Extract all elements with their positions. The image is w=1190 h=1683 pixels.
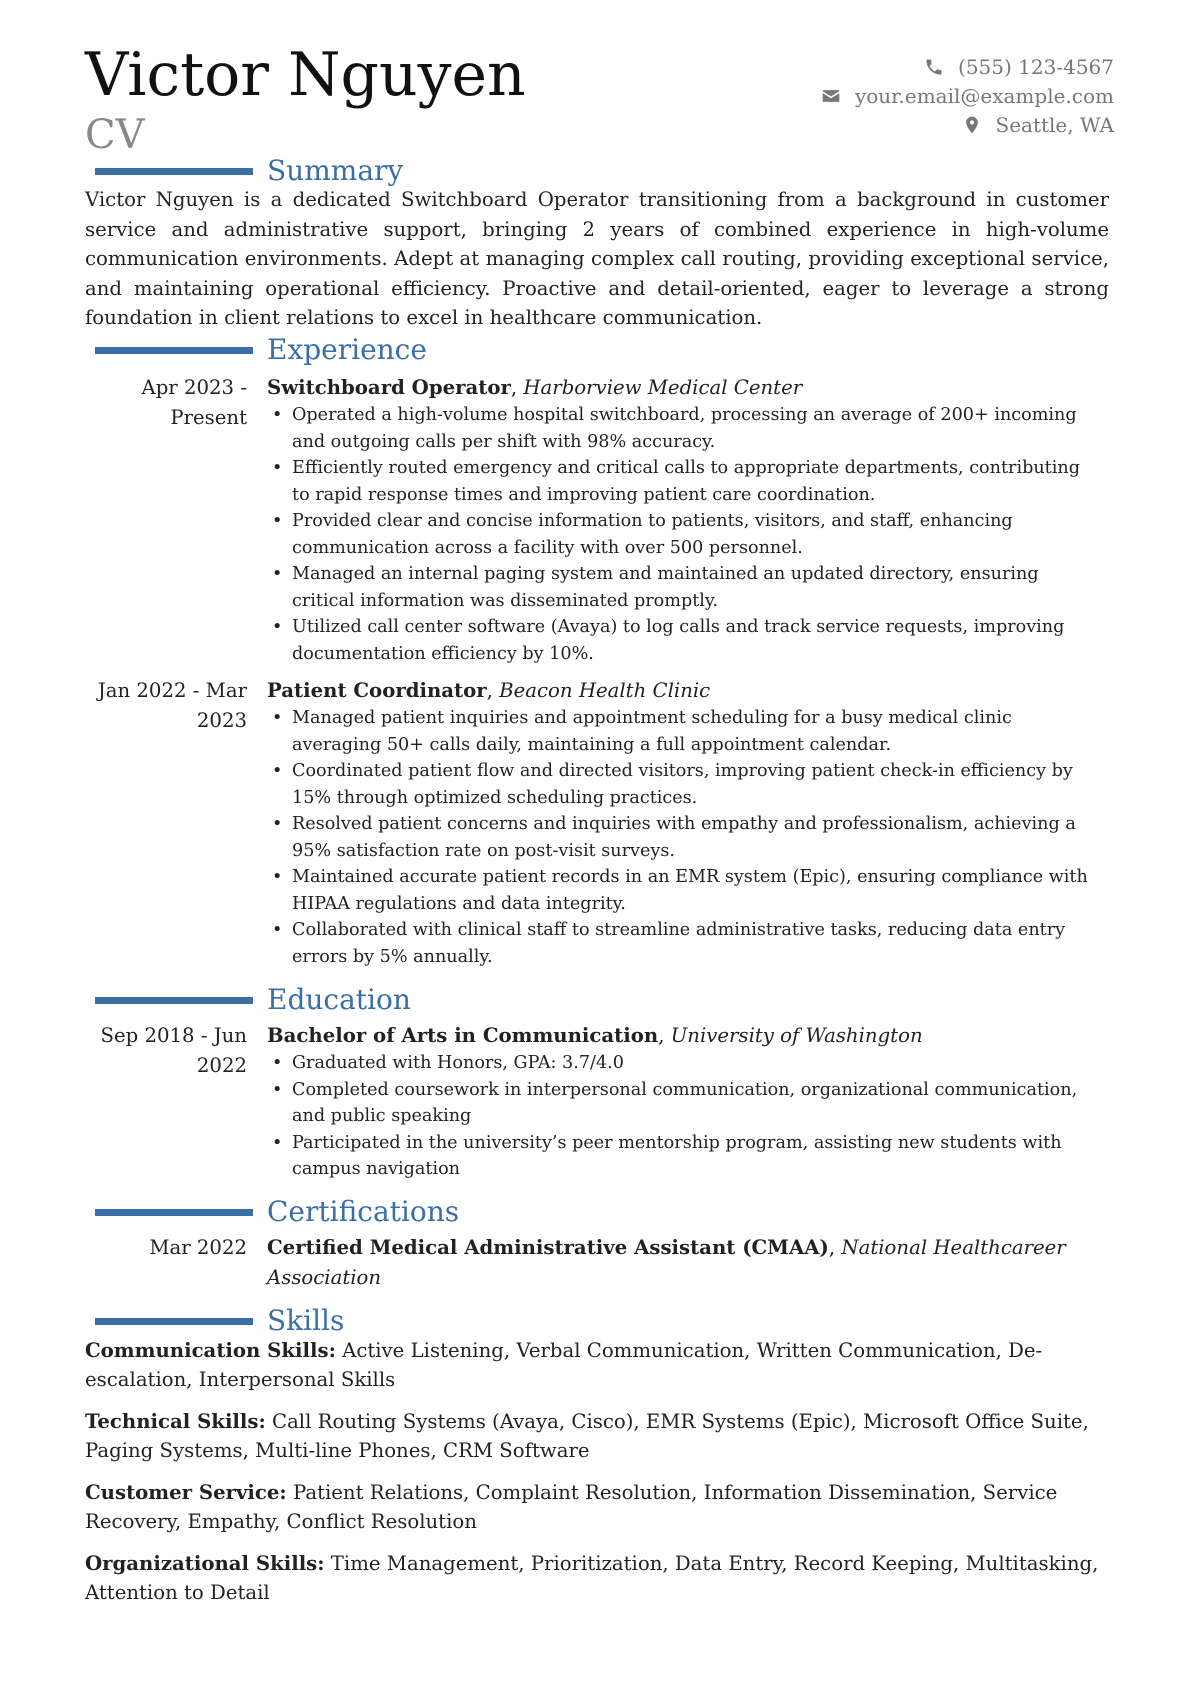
section-certifications xyxy=(0,1194,1190,1230)
skill-category: Technical Skills: xyxy=(85,1410,266,1433)
entry-date: Jan 2022 - Mar 2023 xyxy=(97,679,247,732)
entry-bullets xyxy=(267,1050,1097,1183)
list-item: • Efficiently routed emergency and critical calls to appropriate departments, contributing to rapid response times and improving patient care coordination. xyxy=(267,455,1097,508)
skills-list xyxy=(85,1336,1109,1620)
entry-date: Apr 2023 - Present xyxy=(141,376,247,429)
email-text[interactable]: your.email@example.com xyxy=(854,83,1114,108)
entry-issuer: National Healthcareer Association xyxy=(267,1236,1066,1289)
skill-group xyxy=(85,1549,1109,1607)
document-subtitle: CV xyxy=(85,112,145,158)
entry-date: Sep 2018 - Jun 2022 xyxy=(100,1024,247,1077)
section-divider-bar xyxy=(95,1318,253,1325)
entry-organization: Harborview Medical Center xyxy=(523,376,803,399)
entry-heading: Patient Coordinator, Beacon Health Clinic xyxy=(267,679,711,702)
list-item: • Completed coursework in interpersonal communication, organizational communication, and public speaking xyxy=(267,1077,1097,1130)
list-item: • Managed patient inquiries and appointment scheduling for a busy medical clinic averaging 50+ calls daily, maintaining a full appointment calendar. xyxy=(267,705,1097,758)
entry-heading: Switchboard Operator, Harborview Medical Center xyxy=(267,376,803,399)
section-title-experience: Experience xyxy=(267,333,427,366)
section-divider-bar xyxy=(95,168,253,175)
entry-degree: Bachelor of Arts in Communication xyxy=(267,1024,659,1047)
entry-institution: University of Washington xyxy=(670,1024,923,1047)
location-text: Seattle, WA xyxy=(995,112,1114,137)
list-item: • Coordinated patient flow and directed visitors, improving patient check-in efficiency by 15% through optimized scheduling practices. xyxy=(267,758,1097,811)
contact-location xyxy=(821,110,1114,139)
skill-category: Customer Service: xyxy=(85,1481,287,1504)
candidate-name: Victor Nguyen xyxy=(85,40,526,110)
skill-group xyxy=(85,1407,1109,1465)
list-item: • Graduated with Honors, GPA: 3.7/4.0 xyxy=(267,1050,1097,1077)
section-skills xyxy=(0,1303,1190,1339)
section-title-skills: Skills xyxy=(267,1304,345,1337)
section-divider-bar xyxy=(95,347,253,354)
skill-items: Patient Relations, Complaint Resolution, Information Dissemination, Service Recovery, Empathy, Conflict Resolution xyxy=(85,1481,1058,1533)
entry-certification: Certified Medical Administrative Assistant (CMAA) xyxy=(267,1236,829,1259)
entry-role: Switchboard Operator xyxy=(267,376,511,399)
section-experience xyxy=(0,332,1190,368)
list-item: • Participated in the university’s peer mentorship program, assisting new students with campus navigation xyxy=(267,1130,1097,1183)
skill-items: Call Routing Systems (Avaya, Cisco), EMR Systems (Epic), Microsoft Office Suite, Paging Systems, Multi-line Phones, CRM Software xyxy=(85,1410,1089,1462)
envelope-icon xyxy=(821,86,841,106)
list-item: • Maintained accurate patient records in an EMR system (Epic), ensuring compliance with HIPAA regulations and data integrity. xyxy=(267,864,1097,917)
phone-text[interactable]: (555) 123-4567 xyxy=(958,54,1114,79)
entry-heading: Bachelor of Arts in Communication, University of Washington xyxy=(267,1024,923,1047)
entry-date: Mar 2022 xyxy=(149,1236,247,1259)
contact-block xyxy=(821,52,1114,139)
section-summary xyxy=(0,153,1190,189)
skill-group xyxy=(85,1336,1109,1394)
entry-organization: Beacon Health Clinic xyxy=(499,679,711,702)
contact-email xyxy=(821,81,1114,110)
skill-items: Time Management, Prioritization, Data Entry, Record Keeping, Multitasking, Attention to Detail xyxy=(85,1552,1099,1604)
section-divider-bar xyxy=(95,1209,253,1216)
section-divider-bar xyxy=(95,997,253,1004)
contact-phone xyxy=(821,52,1114,81)
section-title-summary: Summary xyxy=(267,154,404,187)
skill-items: Active Listening, Verbal Communication, Written Communication, De-escalation, Interpersonal Skills xyxy=(85,1339,1043,1391)
map-pin-icon xyxy=(962,115,982,135)
skill-group xyxy=(85,1478,1109,1536)
summary-text: Victor Nguyen is a dedicated Switchboard Operator transitioning from a background in customer service and administrative support, bringing 2 years of combined experience in high-volume communication environments. Adept at managing complex call routing, providing exceptional service, and maintaining operational efficiency. Proactive and detail-oriented, eager to leverage a strong foundation in client relations to excel in healthcare communication. xyxy=(85,188,1109,329)
section-title-certifications: Certifications xyxy=(267,1195,460,1228)
list-item: • Resolved patient concerns and inquiries with empathy and professionalism, achieving a 95% satisfaction rate on post-visit surveys. xyxy=(267,811,1097,864)
phone-icon xyxy=(924,57,944,77)
skill-category: Organizational Skills: xyxy=(85,1552,325,1575)
section-title-education: Education xyxy=(267,983,411,1016)
entry-bullets xyxy=(267,402,1097,667)
entry-role: Patient Coordinator xyxy=(267,679,487,702)
entry-heading: Certified Medical Administrative Assistant (CMAA), National Healthcareer Association xyxy=(267,1236,1066,1289)
list-item: • Utilized call center software (Avaya) to log calls and track service requests, improving documentation efficiency by 10%. xyxy=(267,614,1097,667)
list-item: • Collaborated with clinical staff to streamline administrative tasks, reducing data entry errors by 5% annually. xyxy=(267,917,1097,970)
list-item: • Operated a high-volume hospital switchboard, processing an average of 200+ incoming and outgoing calls per shift with 98% accuracy. xyxy=(267,402,1097,455)
list-item: • Provided clear and concise information to patients, visitors, and staff, enhancing communication across a facility with over 500 personnel. xyxy=(267,508,1097,561)
entry-bullets xyxy=(267,705,1097,970)
skill-category: Communication Skills: xyxy=(85,1339,336,1362)
section-education xyxy=(0,982,1190,1018)
list-item: • Managed an internal paging system and maintained an updated directory, ensuring critical information was disseminated promptly. xyxy=(267,561,1097,614)
